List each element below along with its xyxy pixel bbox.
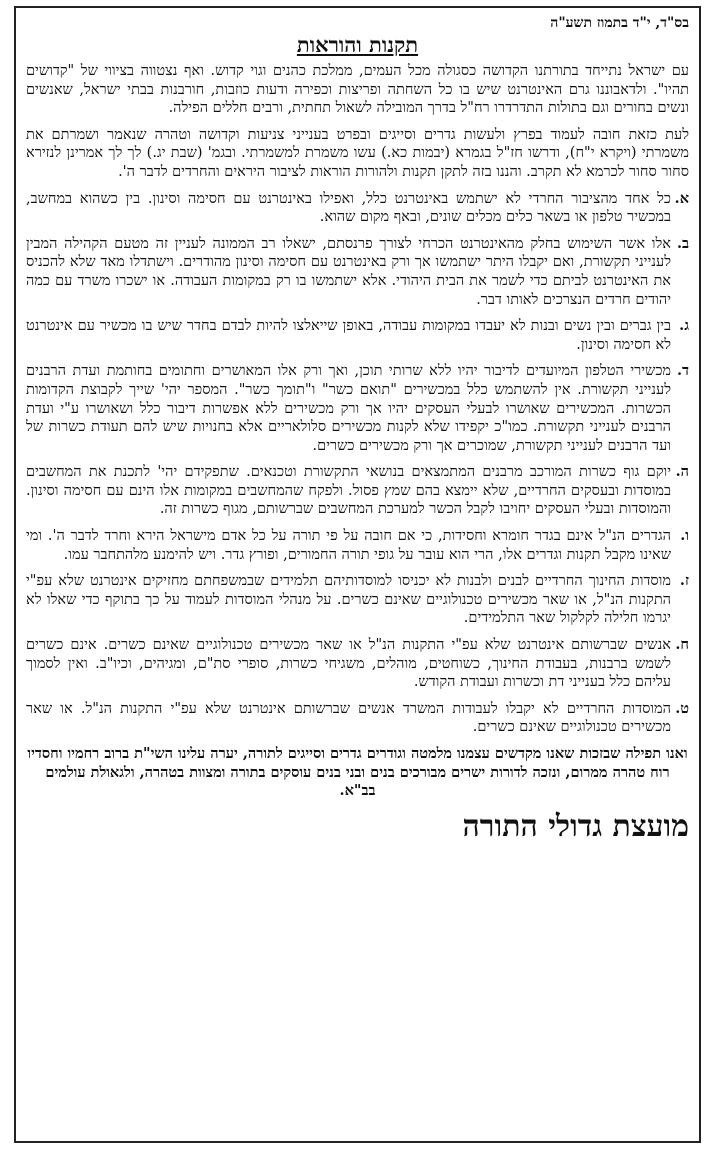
item-text: אנשים שברשותם אינטרנט שלא עפ"י התקנות הנ"ל או שאר מכשירים טכנולוגיים שאינם כשרים. אינם כשרים לשמש ברבנות, בעבודת החינוך, כשוחטים, מוהלים, משגיחי כשרות, סופרי סת"ם, ומגיהים, וכיו"ב. ואין לסמוך עליהם כלל בענייני דת וכשרות ועבודת הקודש. xyxy=(26,637,671,691)
item-letter: ד. xyxy=(676,362,689,380)
intro-section xyxy=(26,62,689,182)
item-letter: ז. xyxy=(679,572,689,590)
signature: מועצת גדולי התורה xyxy=(462,808,689,844)
closing-prayer: ואנו תפילה שבזכות שאנו מקדשים עצמנו מלמטה וגודרים גדרים וסייגים לתורה, יערה עלינו השי"ת ברוב רחמיו וחסדיו רוח טהרה ממרום, ונזכה לדורות ישרים מבורכים בנים ובני בנים עוסקים בתורה ומצוות בטהרה, ולגאולת עולמים בב"א. xyxy=(27,745,688,800)
item-text: המוסדות החרדיים לא יקבלו לעבודות המשרד אנשים שברשותם אינטרנט שלא עפ"י התקנות הנ"ל. או שאר מכשירים טכנולוגיים שאינם כשרים. xyxy=(26,700,671,736)
item-text: מכשירי הטלפון המיועדים לדיבור יהיו ללא שרותי תוכן, ואך ורק אלו המאושרים וחתומים בחותמת ועדת הרבנים לענייני תקשורת. אין להשתמש כלל במכשירים "תואם כשר" ו"תומך כשר". המספר יהי' שייך לקבוצת הקדומות הכשרות. המכשירים שאושרו לבעלי העסקים יהיו אך ורק מכשירים ללא אפשרות דיבור כלל ושאושרו ע"י ועדת הרבנים לענייני תקשורת. כמו"כ יקפידו שלא לקנות מכשירים סלולאריים אלא בחנויות שיש להם תעודת כשרות של ועד הרבנים לענייני תקשורת, שמוכרים אך ורק מכשירים כשרים. xyxy=(26,363,671,454)
intro-paragraph: לעת כזאת חובה לעמוד בפרץ ולעשות גדרים וסייגים ובפרט בענייני צניעות וקדושה וטהרה שנאמר ושמרתם את משמרתי (ויקרא י"ח), ודרשו חז"ל בגמרא (יבמות כא.) עשו משמרת למשמרתי. ובגמ' (שבת יג.) לך לך אמרינן לנזירא סחור סחור לכרמא לא תקרב. והננו בזה לתקן תקנות ולהורות הוראות לציבור היראים והחרדים לדבר ה'. xyxy=(26,126,689,180)
regulation-item xyxy=(26,317,689,354)
document-title: תקנות והוראות xyxy=(296,32,419,57)
regulations-list xyxy=(26,190,689,737)
regulation-item xyxy=(26,362,689,455)
item-text: הגדרים הנ"ל אינם בגדר חומרא וחסידות, כי אם חובה על פי תורה על כל אדם מישראל הירא וחרד לדבר ה'. ומי שאינו מקבל תקנות וגדרים אלו, הרי הוא עובר על גופי תורה החמורים, ופורץ גדר. ויש להימנע מלהתחבר עמו. xyxy=(26,528,671,563)
regulation-item xyxy=(26,700,689,737)
regulation-item xyxy=(26,190,689,227)
regulation-item xyxy=(26,636,689,692)
item-letter: ג. xyxy=(679,317,689,335)
item-letter: ו. xyxy=(680,527,689,545)
regulation-item xyxy=(26,463,689,519)
intro-paragraph: עם ישראל נתייחד בתורתנו הקדושה כסגולה מכל העמים, ממלכת כהנים וגוי קדוש. ואף נצטווה בציווי של "קדושים תהיו". ולדאבוננו גרם האינטרנט שיש בו כל השחתה ופריצות וכפירה ודעות כוזבות, חורבנות בבתי ישראל, שאנשים ונשים בחורים וגם בתולות התדרדרו רח"ל בדרך המובילה לשאול תחתית, ורבים חללים הפילה. xyxy=(26,63,689,117)
regulation-item xyxy=(26,527,689,564)
item-letter: ב. xyxy=(676,234,689,252)
item-text: מוסדות החינוך החרדיים לבנים ולבנות לא יכניסו למוסדותיהם תלמידים שבמשפחתם מחזיקים אינטרנט שלא עפ"י התקנות הנ"ל, או שאר מכשירים טכנולוגיים שאינם כשרים. על מנהלי המוסדות לעמוד על כך בתוקף כדי שאלו לא יגרמו חלילה לקלקול שאר התלמידים. xyxy=(26,573,671,627)
document-date: בס"ד, י"ד בתמוז תשע"ה xyxy=(550,15,689,31)
regulation-item xyxy=(26,572,689,628)
item-text: אלו אשר השימוש בחלק מהאינטרנט הכרחי לצורך פרנסתם, ישאלו רב הממונה לעניין זה מטעם הקהילה המבין לענייני תקשורת, ואם יקבלו היתר ישתמשו אך ורק באינטרנט עם חסימה וסינון מהודרים. וישתדלו מאד שלא להכניס את האינטרנט לביתם כדי לשמר את הבית היהודי. אלא ישתמשו בו רק במקומות העבודה. או ישכרו משרד עם כמה יהודים חרדים הנצרכים לאותו דבר. xyxy=(26,235,671,308)
item-letter: א. xyxy=(674,189,689,207)
document-frame xyxy=(14,6,701,1143)
item-letter: ט. xyxy=(675,699,689,717)
regulation-item xyxy=(26,235,689,309)
item-letter: ח. xyxy=(675,636,689,654)
item-letter: ה. xyxy=(675,463,689,481)
item-text: כל אחד מהציבור החרדי לא ישתמש באינטרנט כלל, ואפילו באינטרנט עם חסימה וסינון. בין כשהוא במחשב, במכשיר טלפון או בשאר כלים מכלים שונים, ובאף מקום שהוא. xyxy=(26,190,671,226)
item-text: יוקם גוף כשרות המורכב מרבנים המתמצאים בנושאי התקשורת וטכנאים. שתפקידם יהי' לתכנת את המחשבים במוסדות ובעסקים החרדיים, שלא יימצא בהם שמץ פסול. ולפקח שהמחשבים במקומות אלו הינם עם חסימה וסינון. והמוסדות ובעלי העסקים יחויבו לקבל הכשר למערכת המחשבים שברשותם, מגוף כשרות זה. xyxy=(26,464,671,518)
item-text: בין גברים ובין נשים ובנות לא יעבדו במקומות עבודה, באופן שייאלצו להיות לבדם בחדר שיש בו מכשיר עם אינטרנט לא חסימה וסינון. xyxy=(26,318,671,353)
